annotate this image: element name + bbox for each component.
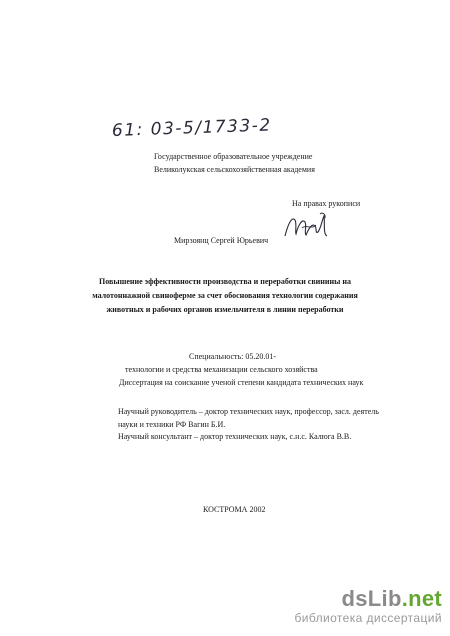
logo-main: dsLib bbox=[341, 586, 402, 611]
city-year: КОСТРОМА 2002 bbox=[203, 505, 266, 514]
logo-suffix: .net bbox=[401, 586, 442, 611]
institution-line-2: Великолукская сельскохозяйственная академия bbox=[154, 165, 315, 174]
author-name: Мирзоянц Сергей Юрьевич bbox=[174, 236, 269, 245]
signature-mark bbox=[282, 208, 332, 244]
specialty-code: Специальность: 05.20.01- bbox=[189, 352, 277, 361]
advisor-line-2: науки и техники РФ Вагин Б.И. bbox=[118, 420, 226, 429]
title-line-2: малотоннажной свиноферме за счет обоснования технологии содержания bbox=[92, 291, 358, 300]
logo-tagline: библиотека диссертаций bbox=[294, 611, 442, 625]
dslib-watermark[interactable] bbox=[262, 587, 442, 629]
dslib-logo bbox=[262, 587, 442, 611]
handwritten-archive-code: 61: 03-5/1733-2 bbox=[111, 115, 273, 141]
specialty-name: технологии и средства механизации сельского хозяйства bbox=[125, 365, 318, 374]
title-line-1: Повышение эффективности производства и переработки свинины на bbox=[99, 277, 351, 286]
institution-line-1: Государственное образовательное учреждение bbox=[154, 152, 313, 161]
rights-note: На правах рукописи bbox=[292, 199, 361, 208]
degree-line: Диссертация на соискание ученой степени кандидата технических наук bbox=[119, 378, 364, 387]
consultant-line: Научный консультант – доктор технических наук, с.н.с. Калюга В.В. bbox=[118, 432, 352, 441]
title-line-3: животных и рабочих органов измельчителя в линии переработки bbox=[106, 305, 344, 314]
advisor-line-1: Научный руководитель – доктор технических наук, профессор, засл. деятель bbox=[118, 407, 379, 416]
